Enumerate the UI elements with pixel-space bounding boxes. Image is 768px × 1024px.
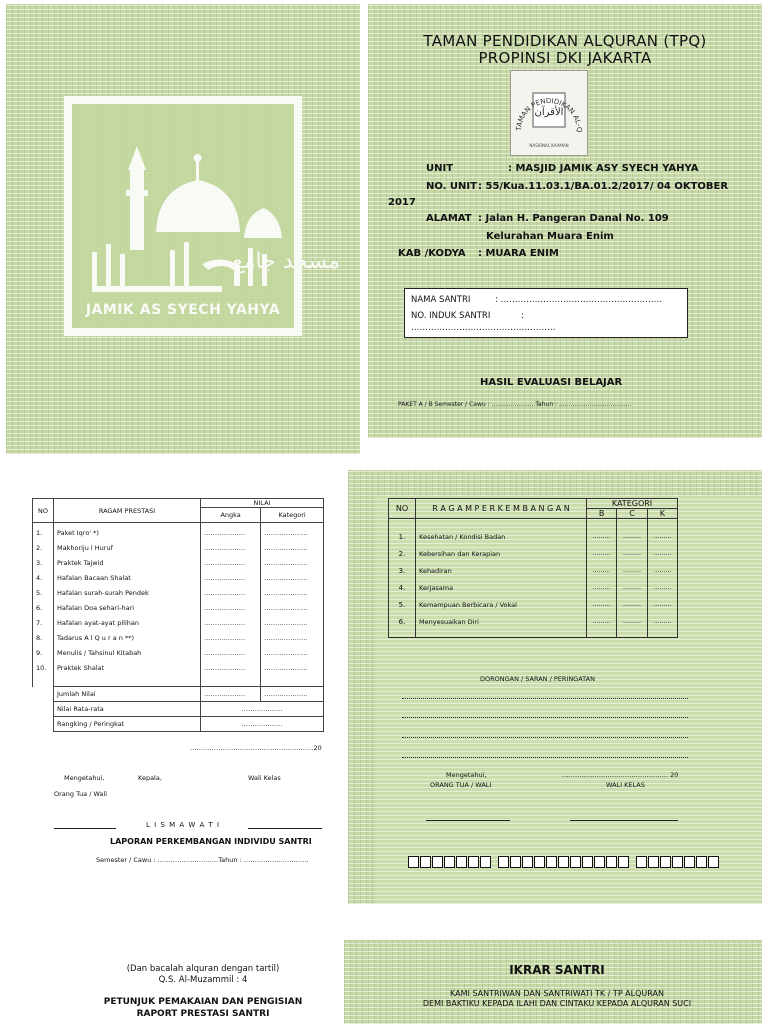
- row-angka: ……………….: [204, 529, 246, 537]
- alamat-value: : Jalan H. Pangeran Danal No. 109: [478, 213, 669, 224]
- grades-kepala: Kepala,: [138, 774, 162, 782]
- dev-cell-b: ………: [592, 584, 611, 591]
- paket-line: PAKET A / B Semester / Cawu : .......................Tahun : ......................................: [398, 401, 632, 408]
- no-unit-label: NO. UNIT: [426, 181, 477, 192]
- dev-col-b: B: [587, 509, 617, 519]
- row-no: 4.: [36, 574, 43, 582]
- semester-line: Semester / Cawu : ……………………….Tahun : …………………………: [96, 856, 309, 864]
- dev-cell-k: ………: [653, 533, 672, 540]
- dev-cell-c: ………: [622, 601, 641, 608]
- row-no: 5.: [36, 589, 43, 597]
- row-angka: ……………….: [204, 634, 246, 642]
- row-angka: ……………….: [204, 559, 246, 567]
- row-kategori: ………………..: [264, 544, 308, 552]
- no-unit-value: : 55/Kua.11.03.1/BA.01.2/2017/ 04 OKTOBER: [478, 181, 729, 192]
- dev-signature-parent: [426, 820, 510, 821]
- signature-line-teacher: [248, 828, 322, 829]
- induk-dots: ……………………………………………: [411, 323, 556, 333]
- grades-mengetahui: Mengetahui,: [64, 774, 105, 782]
- alamat-label: ALAMAT: [426, 213, 472, 224]
- dev-row-label: Kerjasama: [419, 584, 454, 592]
- row-label: Praktek Shalat: [57, 664, 105, 672]
- dev-row-no: 5.: [398, 601, 406, 609]
- dev-cell-k: ………: [653, 618, 672, 625]
- petunjuk-title-2: RAPORT PRESTASI SANTRI: [136, 1009, 270, 1019]
- jumlah-label: Jumlah Nilai: [54, 687, 201, 702]
- dev-cell-b: ………: [592, 533, 611, 540]
- row-no: 6.: [36, 604, 43, 612]
- row-angka: ……………….: [204, 649, 246, 657]
- dev-row-label: Kebersihan dan Kerapian: [419, 550, 501, 558]
- dorongan-line-4: [402, 757, 688, 758]
- row-label: Hafalan ayat-ayat pilihan: [57, 619, 140, 627]
- seal-arc-text: TAMAN PENDIDIKAN AL-Q: [514, 96, 584, 133]
- jumlah-angka: ……………….: [201, 687, 261, 702]
- alamat-value-2: Kelurahan Muara Enim: [486, 231, 614, 242]
- signature-line-parent: [54, 828, 116, 829]
- dev-row-no: 3.: [398, 567, 406, 575]
- row-no: 1.: [36, 529, 43, 537]
- dev-col-ragam: R A G A M P E R K E M B A N G A N: [416, 499, 587, 519]
- row-label: Paket Iqro' *): [57, 529, 99, 537]
- kab-value: : MUARA ENIM: [478, 248, 559, 259]
- dorongan-line-3: [402, 737, 688, 738]
- dorongan-title: DORONGAN / SARAN / PERINGATAN: [480, 675, 595, 683]
- unit-value: : MASJID JAMIK ASY SYECH YAHYA: [508, 163, 699, 174]
- dev-date-line: …………………………………………. 20: [562, 771, 679, 779]
- dev-cell-k: ………: [653, 567, 672, 574]
- row-angka: ……………….: [204, 574, 246, 582]
- row-kategori: ………………..: [264, 589, 308, 597]
- rangking-value: ……………….: [201, 717, 324, 732]
- cover-subtitle: PROPINSI DKI JAKARTA: [478, 49, 652, 67]
- row-label: Hafalan Doa sehari-hari: [57, 604, 135, 612]
- col-nilai: NILAI: [201, 499, 324, 508]
- mosque-logo: [64, 96, 340, 336]
- nama-label: NAMA SANTRI: [411, 295, 471, 305]
- average-row: [33, 702, 324, 717]
- dev-col-k: K: [647, 509, 677, 519]
- box-group-1: [408, 856, 492, 868]
- dev-row-label: Kemampuan Berbicara / Vokal: [419, 601, 517, 609]
- row-kategori: ………………..: [264, 574, 308, 582]
- unit-label: UNIT: [426, 163, 454, 174]
- dev-cell-c: ………: [622, 618, 641, 625]
- grades-orang-tua: Orang Tua / Wali: [54, 790, 108, 798]
- ikrar-page: [344, 940, 762, 1024]
- row-kategori: ………………..: [264, 604, 308, 612]
- ikrar-line-2: DEMI BAKTIKU KEPADA ILAHI DAN CINTAKU KEPADA ALQURAN SUCI: [422, 999, 692, 1008]
- dev-row-no: 2.: [398, 550, 406, 558]
- col-no: NO: [33, 499, 54, 523]
- lismawati-name: L I S M A W A T I: [146, 821, 221, 829]
- dev-cell-b: ………: [592, 567, 611, 574]
- dev-col-c: C: [617, 509, 647, 519]
- logo-arabic: مسجد جامع: [232, 249, 340, 274]
- tpq-seal: [510, 70, 588, 156]
- dev-cell-b: ………: [592, 550, 611, 557]
- dev-cell-b: ………: [592, 618, 611, 625]
- row-kategori: ………………..: [264, 529, 308, 537]
- row-label: Menulis / Tahsinul Kitabah: [57, 649, 142, 657]
- grades-wali-kelas: Wali Kelas: [248, 774, 281, 782]
- row-no: 9.: [36, 649, 43, 657]
- no-unit-year: 2017: [388, 197, 416, 208]
- kab-label: KAB /KODYA: [398, 248, 466, 259]
- seal-icon: [511, 71, 587, 155]
- dev-row-label: Kesehatan / Kondisi Badan: [419, 533, 506, 541]
- dev-cell-c: ………: [622, 550, 641, 557]
- logo-page: [6, 4, 360, 454]
- development-table: [388, 498, 678, 638]
- dev-row-no: 4.: [398, 584, 406, 592]
- row-label: Hafalan surah-surah Pendek: [57, 589, 149, 597]
- table-row: [389, 519, 678, 638]
- jumlah-kategori: ………………..: [261, 687, 324, 702]
- student-id-box: [404, 288, 688, 338]
- rata-label: Nilai Rata-rata: [54, 702, 201, 717]
- dev-cell-k: ………: [653, 601, 672, 608]
- logo-caption: JAMIK AS SYECH YAHYA: [85, 302, 281, 318]
- row-label: Tadarus A l Q u r a n **): [57, 634, 134, 642]
- dorongan-line-2: [402, 717, 688, 718]
- dev-col-no: NO: [389, 499, 416, 519]
- row-label: Praktek Tajwid: [57, 559, 104, 567]
- dev-row-label: Menyesuaikan Diri: [419, 618, 479, 626]
- row-kategori: ………………..: [264, 619, 308, 627]
- ikrar-line-1: KAMI SANTRIWAN DAN SANTRIWATI TK / TP ALQURAN: [450, 989, 664, 998]
- rangking-label: Rangking / Peringkat: [54, 717, 201, 732]
- row-kategori: ………………..: [264, 649, 308, 657]
- mosque-icon: [72, 104, 340, 328]
- dev-row-no: 6.: [398, 618, 406, 626]
- dev-cell-k: ………: [653, 584, 672, 591]
- table-row: [33, 523, 324, 687]
- laporan-title: LAPORAN PERKEMBANGAN INDIVIDU SANTRI: [110, 837, 312, 846]
- row-angka: ……………….: [204, 604, 246, 612]
- petunjuk-title-1: PETUNJUK PEMAKAIAN DAN PENGISIAN: [103, 997, 303, 1007]
- dev-cell-c: ………: [622, 584, 641, 591]
- induk-label: NO. INDUK SANTRI: [411, 311, 491, 321]
- box-group-2: [498, 856, 630, 868]
- row-no: 8.: [36, 634, 43, 642]
- row-angka: ……………….: [204, 544, 246, 552]
- dev-mengetahui: Mengetahui,: [446, 771, 487, 779]
- dev-row-no: 1.: [398, 533, 406, 541]
- row-angka: ……………….: [204, 619, 246, 627]
- evaluation-title: HASIL EVALUASI BELAJAR: [480, 377, 623, 388]
- dev-cell-c: ………: [622, 533, 641, 540]
- name-letter-boxes: [408, 856, 720, 868]
- logo-background: [72, 104, 340, 328]
- col-kategori: Kategori: [261, 508, 324, 523]
- row-label: Hafalan Bacaan Shalat: [57, 574, 131, 582]
- rank-row: [33, 717, 324, 732]
- ikrar-title: IKRAR SANTRI: [509, 963, 605, 977]
- row-no: 10.: [36, 664, 47, 672]
- quote-text: (Dan bacalah alquran dengan tartil): [126, 964, 280, 974]
- seal-inner: الأقرآن: [534, 107, 564, 118]
- dev-cell-c: ………: [622, 567, 641, 574]
- rata-value: ……………….: [201, 702, 324, 717]
- row-kategori: ………………..: [264, 634, 308, 642]
- dev-col-kategori: KATEGORI: [587, 499, 678, 509]
- nama-value: : …………………………………………………: [495, 295, 663, 305]
- row-kategori: ………………..: [264, 559, 308, 567]
- dev-signature-teacher: [570, 820, 678, 821]
- dev-row-label: Kehadiran: [419, 567, 452, 575]
- row-no: 7.: [36, 619, 43, 627]
- box-group-3: [636, 856, 720, 868]
- grades-table: [32, 498, 324, 732]
- dev-wali-kelas: WALI KELAS: [606, 781, 645, 789]
- dorongan-line-1: [402, 698, 688, 699]
- dev-cell-b: ………: [592, 601, 611, 608]
- dev-cell-k: ………: [653, 550, 672, 557]
- total-row: [33, 687, 324, 702]
- dev-orang-tua: ORANG TUA / WALI: [430, 781, 492, 789]
- row-no: 3.: [36, 559, 43, 567]
- induk-value: :: [521, 311, 524, 321]
- seal-footer: NASIONAL KAAMAN: [529, 143, 569, 148]
- grades-date-line: …………………………………………………20: [190, 744, 322, 752]
- cover-title: TAMAN PENDIDIKAN ALQURAN (TPQ): [423, 32, 707, 50]
- row-label: Makhoriju l Huruf: [57, 544, 113, 552]
- col-angka: Angka: [201, 508, 261, 523]
- col-ragam: RAGAM PRESTASI: [54, 499, 201, 523]
- row-no: 2.: [36, 544, 43, 552]
- row-angka: ……………….: [204, 664, 246, 672]
- row-angka: ……………….: [204, 589, 246, 597]
- quote-reference: Q.S. Al-Muzammil : 4: [158, 975, 248, 985]
- row-kategori: ………………..: [264, 664, 308, 672]
